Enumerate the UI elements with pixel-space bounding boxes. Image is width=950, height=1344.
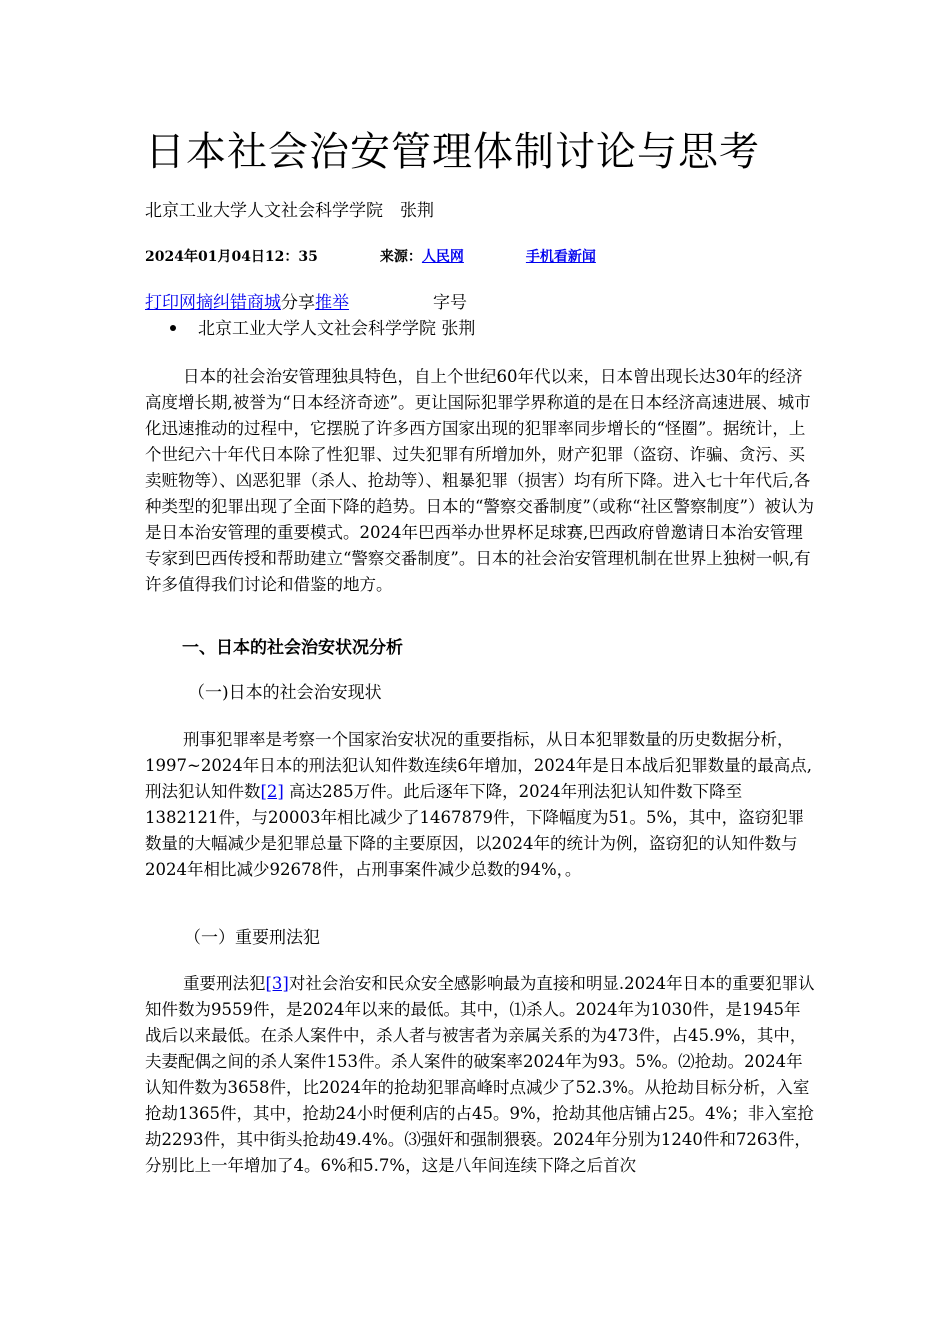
- correct-link[interactable]: 纠错: [213, 293, 247, 313]
- author-list-item: [170, 317, 475, 341]
- article-byline: 北京工业大学人文社会科学学院 张荆: [145, 201, 434, 221]
- source-label: 来源：: [379, 249, 422, 265]
- section-heading: 一、日本的社会治安状况分析: [182, 638, 403, 658]
- paragraph-text: 重要刑法犯: [183, 974, 266, 993]
- paragraph-text: 日本的社会治安管理独具特色，自上个世纪60年代以来，日本曾出现长达30年的经济高度增长期,被誉为“日本经济奇迹”。更让国际犯罪学界称道的是在日本经济高速进展、城市化迅速推动的过程中，它摆脱了许多西方国家出现的犯罪率同步增长的“怪圈”。据统计，上个世纪六十年代日本除了性犯罪、过失犯罪有所增加外，财产犯罪（盗窃、诈骗、贪污、买卖赃物等）、凶恶犯罪（杀人、抢劫等）、粗暴犯罪（损害）均有所下降。进入七十年代后,各种类型的犯罪出现了全面下降的趋势。日本的“警察交番制度”（或称“社区警察制度”）被认为是日本治安管理的重要模式。2024年巴西举办世界杯足球赛,巴西政府曾邀请日本治安管理专家到巴西传授和帮助建立“警察交番制度”。日本的社会治安管理机制在世界上独树一帜,有许多值得我们讨论和借鉴的地方。: [145, 367, 814, 594]
- recommend-link[interactable]: 推举: [315, 293, 349, 313]
- bullet-icon: [170, 325, 176, 331]
- web-excerpt-link[interactable]: 网摘: [179, 293, 213, 313]
- mall-link[interactable]: 商城: [247, 293, 281, 313]
- footnote-link-3[interactable]: [3]: [265, 974, 289, 993]
- footnote-link-2[interactable]: [2]: [260, 782, 284, 801]
- subsection-heading-major-crimes: （一）重要刑法犯: [184, 928, 320, 948]
- print-link[interactable]: 打印: [145, 293, 179, 313]
- article-meta: [145, 246, 596, 268]
- mobile-news-link[interactable]: 手机看新闻: [525, 249, 596, 265]
- share-label: 分享: [281, 293, 315, 313]
- body-paragraph-major-crimes: [145, 971, 815, 1179]
- article-title: 日本社会治安管理体制讨论与思考: [145, 129, 760, 175]
- article-toolbar: [145, 291, 467, 315]
- body-paragraph-crime-rate: [145, 727, 815, 883]
- font-size-label[interactable]: 字号: [433, 293, 467, 313]
- publish-date: 2024年01月04日12：35: [145, 249, 318, 265]
- author-list-text: 北京工业大学人文社会科学学院 张荆: [198, 319, 476, 339]
- source-link[interactable]: 人民网: [421, 249, 464, 265]
- paragraph-text: 高达285万件。此后逐年下降，2024年刑法犯认知件数下降至1382121件，与20003年相比减少了1467879件，下降幅度为51。5%，其中，盗窃犯罪数量的大幅减少是犯罪总量下降的主要原因，以2024年的统计为例，盗窃犯的认知件数与2024年相比减少92678件，占刑事案件减少总数的94%，。: [145, 782, 805, 879]
- body-paragraph-intro: [145, 364, 815, 598]
- paragraph-text: 刑事犯罪率是考察一个国家治安状况的重要指标，从日本犯罪数量的历史数据分析，1997~2024年日本的刑法犯认知件数连续6年增加，2024年是日本战后犯罪数量的最高点,刑法犯认知件数: [145, 730, 813, 801]
- paragraph-text: 对社会治安和民众安全感影响最为直接和明显.2024年日本的重要犯罪认知件数为9559件，是2024年以来的最低。其中，⑴杀人。2024年为1030件，是1945年战后以来最低。在杀人案件中，杀人者与被害者为亲属关系的为473件，占45.9%，其中，夫妻配偶之间的杀人案件153件。杀人案件的破案率2024年为93。5%。⑵抢劫。2024年认知件数为3658件，比2024年的抢劫犯罪高峰时点减少了52.3%。从抢劫目标分析，入室抢劫1365件，其中，抢劫24小时便利店的占45。9%，抢劫其他店铺占25。4%；非入室抢劫2293件，其中街头抢劫49.4%。⑶强奸和强制猥亵。2024年分别为1240件和7263件，分别比上一年增加了4。6%和5.7%，这是八年间连续下降之后首次: [145, 974, 815, 1175]
- subsection-heading: （一)日本的社会治安现状: [188, 683, 382, 703]
